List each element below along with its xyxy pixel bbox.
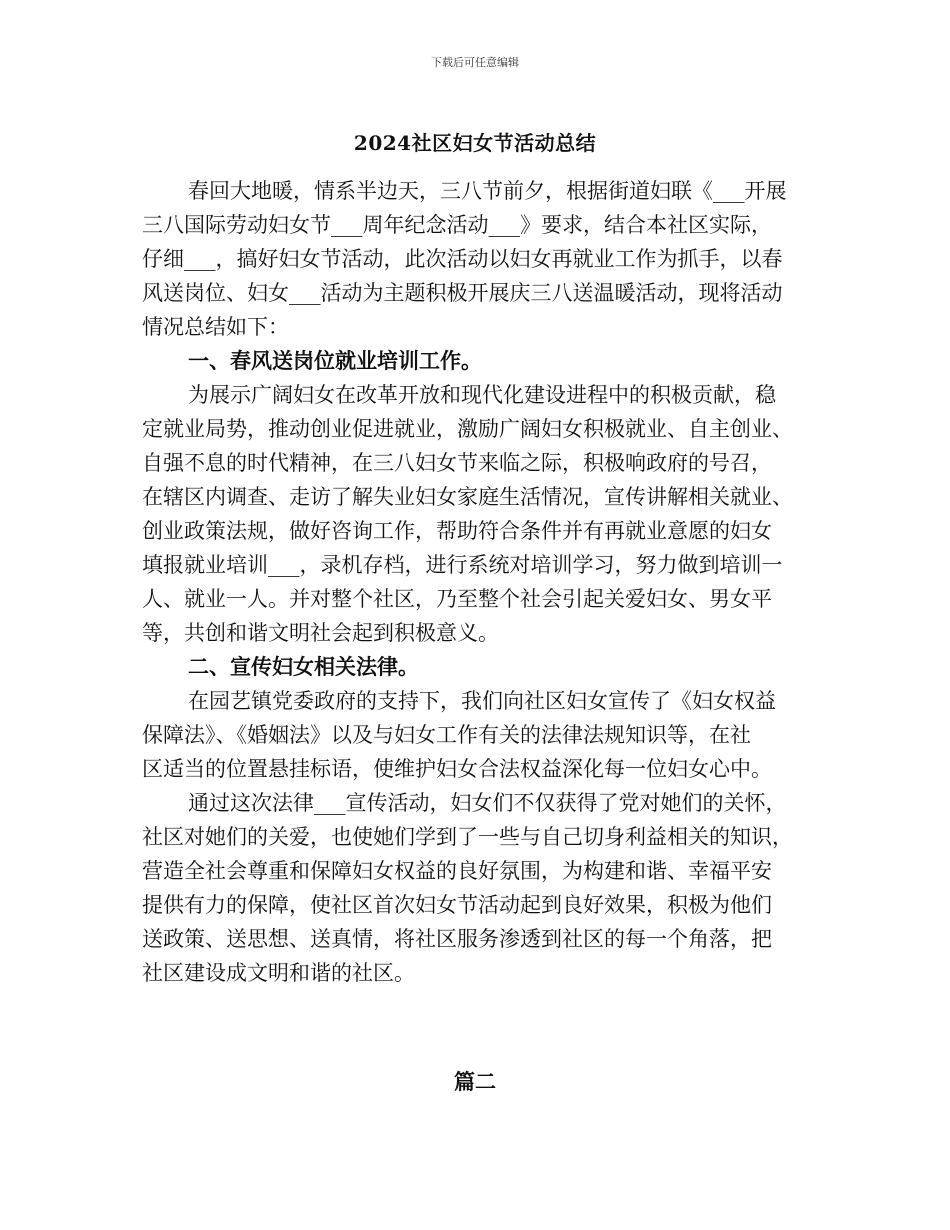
body-text-line: 风送岗位、妇女___活动为主题积极开展庆三八送温暖活动，现将活动: [142, 281, 783, 305]
body-text-line: 定就业局势，推动创业促进就业，激励广阔妇女积极就业、自主创业、: [142, 417, 793, 441]
body-text-line: 社区对她们的关爱，也使她们学到了一些与自己切身利益相关的知识，: [142, 825, 793, 849]
body-text-line: 填报就业培训___，录机存档，进行系统对培训学习，努力做到培训一: [142, 553, 783, 577]
document-body: [142, 174, 838, 990]
body-text-line: 区适当的位置悬挂标语，使维护妇女合法权益深化每一位妇女心中。: [142, 757, 772, 781]
body-text-line: 在园艺镇党委政府的支持下，我们向社区妇女宣传了《妇女权益: [188, 689, 776, 713]
body-text-line: 仔细___，搞好妇女节活动，此次活动以妇女再就业工作为抓手，以春: [142, 247, 783, 271]
body-text-line: 创业政策法规，做好咨询工作，帮助符合条件并有再就业意愿的妇女: [142, 519, 772, 543]
page-header-note: 下载后可任意编辑: [431, 56, 519, 69]
section-subtitle: 篇二: [454, 1069, 496, 1094]
body-text-line: 提供有力的保障，使社区首次妇女节活动起到良好效果，积极为他们: [142, 893, 772, 917]
body-text-line: 保障法》、《婚姻法》以及与妇女工作有关的法律法规知识等，在社: [142, 723, 751, 747]
body-text-line: 春回大地暖，情系半边天，三八节前夕，根据街道妇联《___开展: [188, 179, 787, 203]
body-text-line: 自强不息的时代精神，在三八妇女节来临之际，积极响政府的号召，: [142, 451, 772, 475]
section-heading: 一、春风送岗位就业培训工作。: [188, 348, 482, 373]
body-text-line: 通过这次法律___宣传活动，妇女们不仅获得了党对她们的关怀，: [188, 791, 787, 815]
document-title: 2024社区妇女节活动总结: [353, 131, 597, 155]
body-text-line: 营造全社会尊重和保障妇女权益的良好氛围，为构建和谐、幸福平安: [142, 859, 772, 883]
body-text-line: 情况总结如下：: [142, 315, 289, 339]
body-text-line: 为展示广阔妇女在改革开放和现代化建设进程中的积极贡献，稳: [188, 383, 776, 407]
body-text-line: 人、就业一人。并对整个社区，乃至整个社会引起关爱妇女、男女平: [142, 587, 772, 611]
body-text-line: 在辖区内调查、走访了解失业妇女家庭生活情况，宣传讲解相关就业、: [142, 485, 793, 509]
body-text-line: 送政策、送思想、送真情，将社区服务渗透到社区的每一个角落，把: [142, 927, 772, 951]
body-text-line: 等，共创和谐文明社会起到积极意义。: [142, 621, 499, 645]
body-text-line: 三八国际劳动妇女节___周年纪念活动___》要求，结合本社区实际，: [142, 213, 772, 237]
body-text-line: 社区建设成文明和谐的社区。: [142, 961, 415, 985]
section-heading: 二、宣传妇女相关法律。: [188, 654, 419, 679]
